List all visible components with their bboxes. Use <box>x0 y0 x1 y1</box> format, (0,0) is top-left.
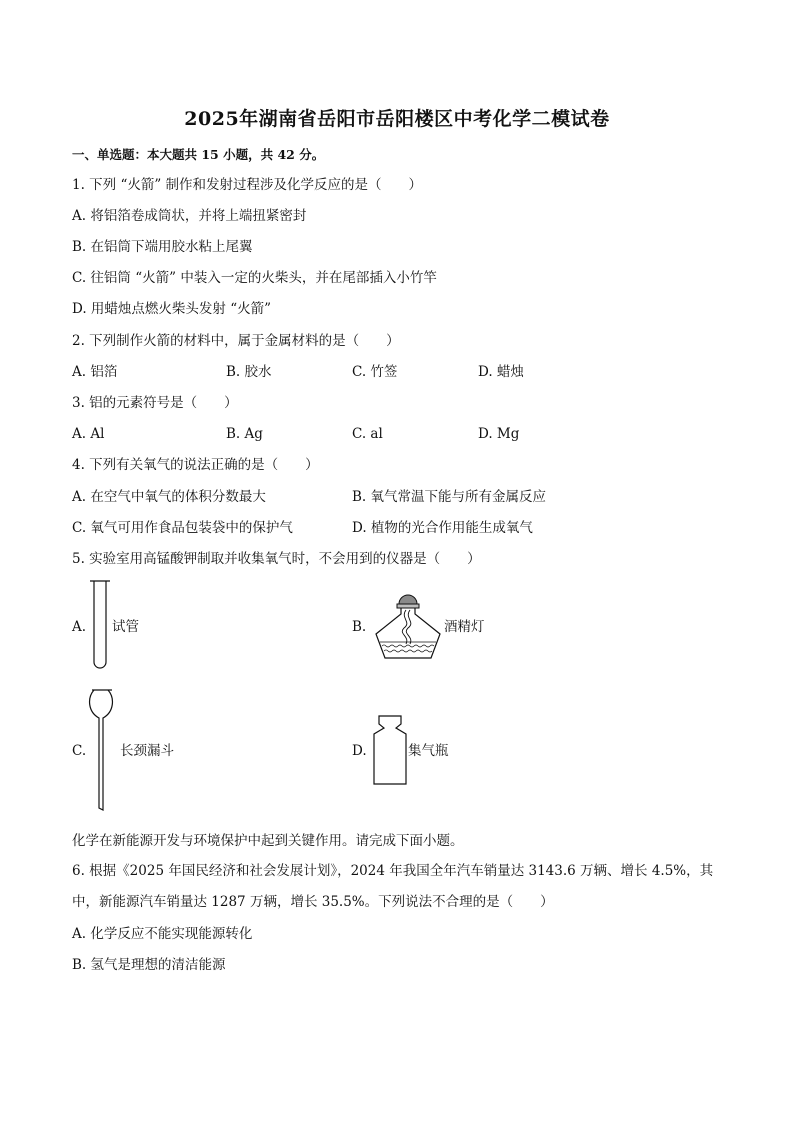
question-2-option-a: A. 铝箔 <box>72 364 118 380</box>
question-4-option-d: D. 植物的光合作用能生成氧气 <box>352 520 533 536</box>
question-5-option-b-caption: 酒精灯 <box>444 619 485 635</box>
question-4-stem: 4. 下列有关氧气的说法正确的是（ ） <box>72 457 319 473</box>
question-4-option-a: A. 在空气中氧气的体积分数最大 <box>72 489 266 505</box>
question-5-stem: 5. 实验室用高锰酸钾制取并收集氧气时，不会用到的仪器是（ ） <box>72 551 481 567</box>
question-5-option-d-caption: 集气瓶 <box>408 743 449 759</box>
question-3-stem: 3. 铝的元素符号是（ ） <box>72 395 238 411</box>
gas-collecting-bottle-icon <box>370 714 410 786</box>
question-5-option-c-letter: C. <box>72 743 87 759</box>
test-tube-icon <box>88 580 114 672</box>
long-neck-funnel-icon <box>88 688 116 814</box>
question-4-option-c: C. 氧气可用作食品包装袋中的保护气 <box>72 520 293 536</box>
question-1-option-c: C. 往铝筒 “火箭” 中装入一定的火柴头，并在尾部插入小竹竿 <box>72 270 437 286</box>
question-2-option-d: D. 蜡烛 <box>478 364 524 380</box>
question-3-option-b: B. Ag <box>226 426 263 442</box>
question-3-option-c: C. al <box>352 426 383 442</box>
question-6-stem-line-2: 中，新能源汽车销量达 1287 万辆，增长 35.5%。下列说法不合理的是（ ） <box>72 894 554 910</box>
question-5-option-a-caption: 试管 <box>112 619 139 635</box>
question-5-option-c-caption: 长颈漏斗 <box>120 743 174 759</box>
question-6-stem-line-1: 6. 根据《2025 年国民经济和社会发展计划》，2024 年我国全年汽车销量达 3143.6 万辆、增长 4.5%，其 <box>72 863 714 879</box>
question-3-option-a: A. Al <box>72 426 105 442</box>
alcohol-lamp-icon <box>370 588 446 664</box>
question-3-option-d: D. Mg <box>478 426 520 442</box>
question-5-option-a-letter: A. <box>72 619 87 635</box>
question-5-option-d-letter: D. <box>352 743 367 759</box>
question-1-option-a: A. 将铝箔卷成筒状，并将上端扭紧密封 <box>72 208 307 224</box>
question-6-option-a: A. 化学反应不能实现能源转化 <box>72 926 253 942</box>
exam-title: 2025年湖南省岳阳市岳阳楼区中考化学二模试卷 <box>184 108 610 130</box>
question-1-option-d: D. 用蜡烛点燃火柴头发射 “火箭” <box>72 301 272 317</box>
question-4-option-b: B. 氧气常温下能与所有金属反应 <box>352 489 547 505</box>
question-1-stem: 1. 下列 “火箭” 制作和发射过程涉及化学反应的是（ ） <box>72 177 423 193</box>
section-heading-single-choice: 一、单选题：本大题共 15 小题，共 42 分。 <box>72 147 325 162</box>
question-2-option-b: B. 胶水 <box>226 364 272 380</box>
passage-intro: 化学在新能源开发与环境保护中起到关键作用。请完成下面小题。 <box>72 833 464 849</box>
question-2-stem: 2. 下列制作火箭的材料中，属于金属材料的是（ ） <box>72 333 400 349</box>
question-5-option-b-letter: B. <box>352 619 367 635</box>
question-1-option-b: B. 在铝筒下端用胶水粘上尾翼 <box>72 239 253 255</box>
question-6-option-b: B. 氢气是理想的清洁能源 <box>72 957 226 973</box>
question-2-option-c: C. 竹签 <box>352 364 398 380</box>
